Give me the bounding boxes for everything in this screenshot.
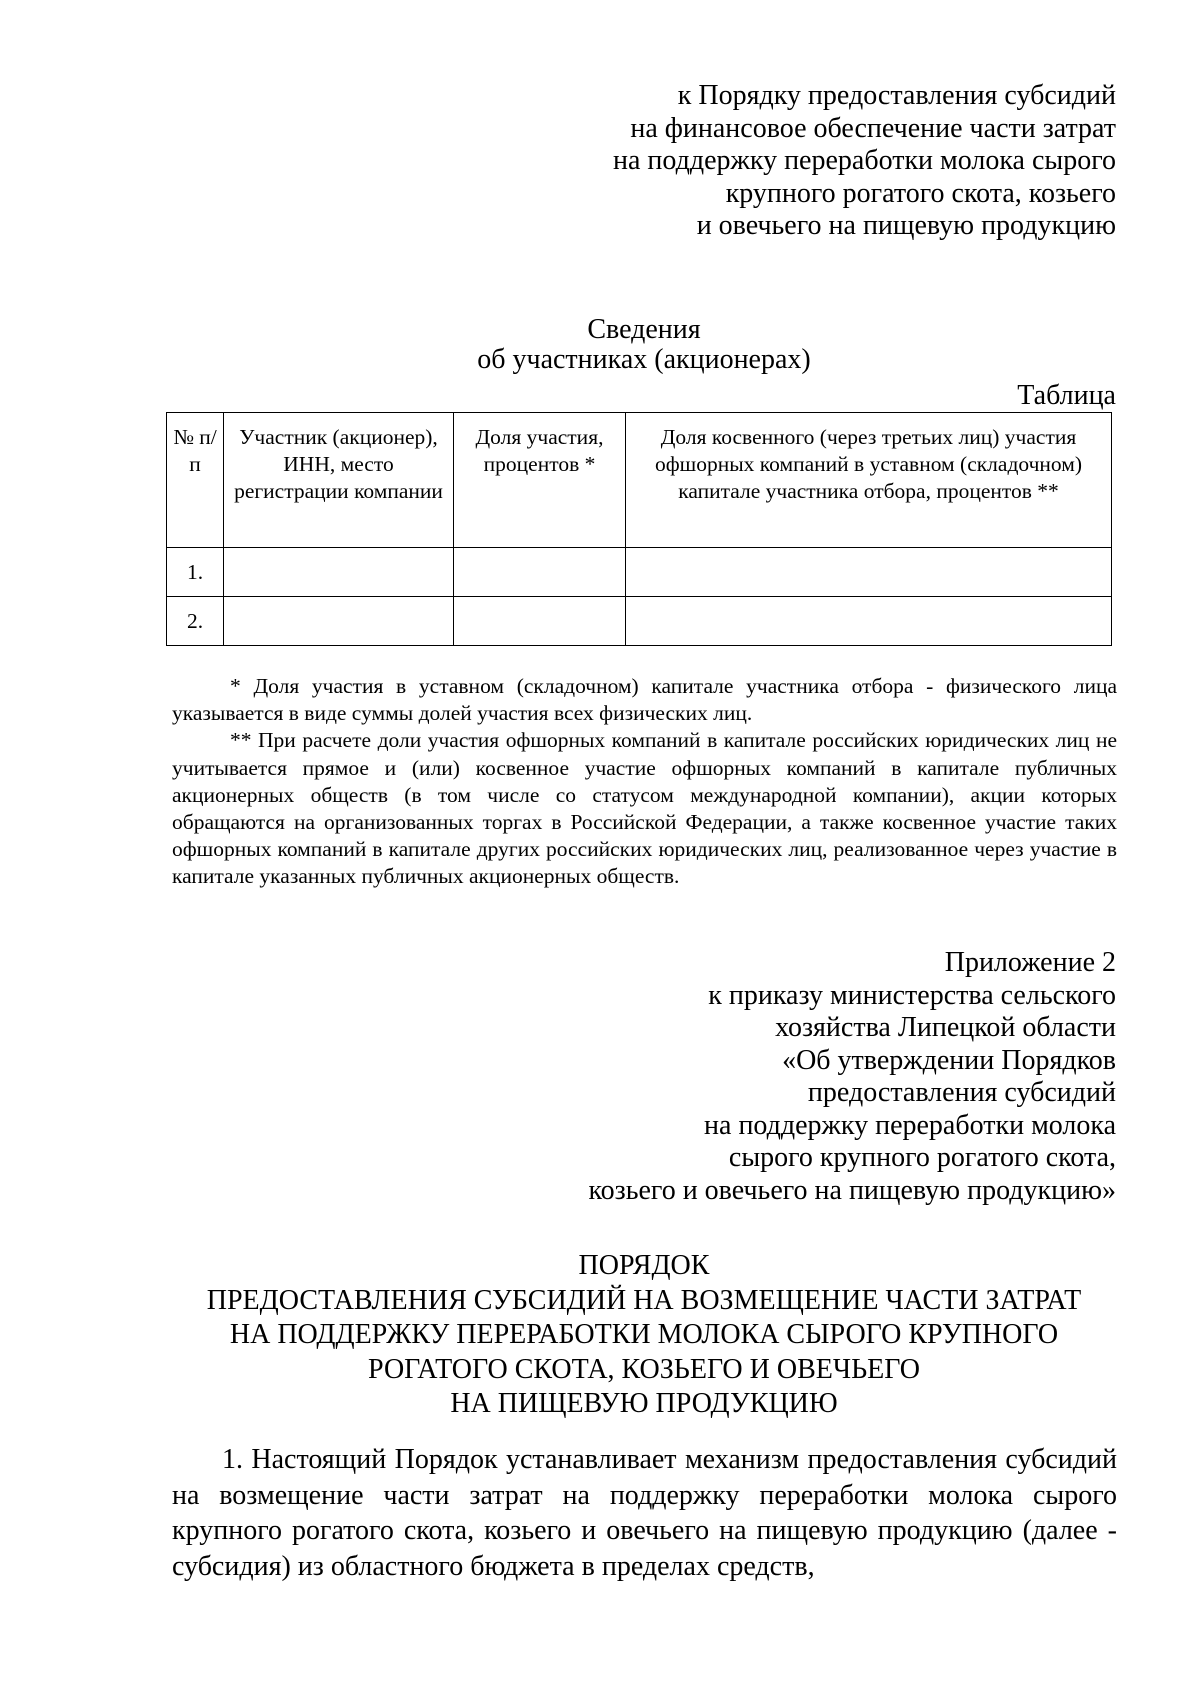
annex-header-1 xyxy=(613,80,1116,243)
annex-header-2-line: козьего и овечьего на пищевую продукцию» xyxy=(588,1174,1116,1206)
paragraph-1: 1. Настоящий Порядок устанавливает механизм предоставления субсидий на возмещение части затрат на поддержку переработки молока сырого крупного рогатого скота, козьего и овечьего на пищевую продукцию (далее - субсидия) из областного бюджета в пределах средств, xyxy=(172,1444,1117,1582)
order-title-line: НА ПОДДЕРЖКУ ПЕРЕРАБОТКИ МОЛОКА СЫРОГО КРУПНОГО xyxy=(229,1319,1059,1350)
table-header-row xyxy=(167,413,1112,548)
info-title-line: Сведения xyxy=(587,314,701,345)
order-title xyxy=(172,1249,1116,1422)
info-title-line: об участниках (акционерах) xyxy=(477,344,811,375)
annex-header-2-line: сырого крупного рогатого скота, xyxy=(728,1142,1116,1173)
table-caption: Таблица xyxy=(1017,380,1116,411)
annex-header-1-line: к Порядку предоставления субсидий xyxy=(677,80,1116,111)
table-cell-number: 2. xyxy=(167,597,224,646)
table-cell-participant xyxy=(224,548,454,597)
table-row xyxy=(167,548,1112,597)
table-cell-share xyxy=(454,597,626,646)
annex-header-1-line: на поддержку переработки молока сырого xyxy=(613,145,1116,176)
order-title-line: НА ПИЩЕВУЮ ПРОДУКЦИЮ xyxy=(450,1388,838,1419)
footnote-1: * Доля участия в уставном (складочном) капитале участника отбора - физического лица указывается в виде суммы долей участия всех физических лиц. xyxy=(172,674,1117,726)
annex-header-2-line: «Об утверждении Порядков xyxy=(782,1044,1116,1076)
order-title-line: ПОРЯДОК xyxy=(578,1250,710,1281)
annex-header-2-line: предоставления субсидий xyxy=(807,1077,1116,1108)
annex-header-2-line: на поддержку переработки молока xyxy=(704,1109,1116,1141)
footnotes xyxy=(172,673,1117,891)
table-cell-offshore-share xyxy=(626,548,1112,597)
column-header-offshore-share: Доля косвенного (через третьих лиц) участия офшорных компаний в уставном (складочном) капитале участника отбора, процентов ** xyxy=(626,413,1112,548)
annex-header-1-line: на финансовое обеспечение части затрат xyxy=(630,112,1116,144)
annex-header-1-line: крупного рогатого скота, козьего xyxy=(725,177,1116,209)
info-title xyxy=(172,315,1116,375)
annex-header-2 xyxy=(588,947,1116,1207)
table-cell-offshore-share xyxy=(626,597,1112,646)
table-cell-number: 1. xyxy=(167,548,224,597)
annex-header-1-line: и овечьего на пищевую продукцию xyxy=(696,210,1116,241)
table-cell-share xyxy=(454,548,626,597)
table-cell-participant xyxy=(224,597,454,646)
annex-header-2-line: к приказу министерства сельского xyxy=(708,979,1116,1011)
table-row xyxy=(167,597,1112,646)
order-title-line: РОГАТОГО СКОТА, КОЗЬЕГО И ОВЕЧЬЕГО xyxy=(368,1353,920,1385)
footnote-2: ** При расчете доли участия офшорных компаний в капитале российских юридических лиц не учитывается прямое и (или) косвенное участие офшорных компаний в капитале публичных акционерных обществ (в том числе со статусом международной компании), акции которых обращаются на организованных торгах в Российской Федерации, а также косвенное участие таких офшорных компаний в капитале других российских юридических лиц, реализованное через участие в капитале указанных публичных акционерных обществ. xyxy=(172,728,1117,889)
column-header-participant: Участник (акционер), ИНН, место регистрации компании xyxy=(224,413,454,548)
column-header-share: Доля участия, процентов * xyxy=(454,413,626,548)
order-body xyxy=(172,1442,1117,1584)
participants-table xyxy=(166,412,1112,646)
order-title-line: ПРЕДОСТАВЛЕНИЯ СУБСИДИЙ НА ВОЗМЕЩЕНИЕ ЧАСТИ ЗАТРАТ xyxy=(206,1284,1082,1316)
annex-header-2-line: Приложение 2 xyxy=(944,947,1116,978)
annex-header-2-line: хозяйства Липецкой области xyxy=(775,1012,1116,1043)
column-header-number: № п/п xyxy=(167,413,224,548)
